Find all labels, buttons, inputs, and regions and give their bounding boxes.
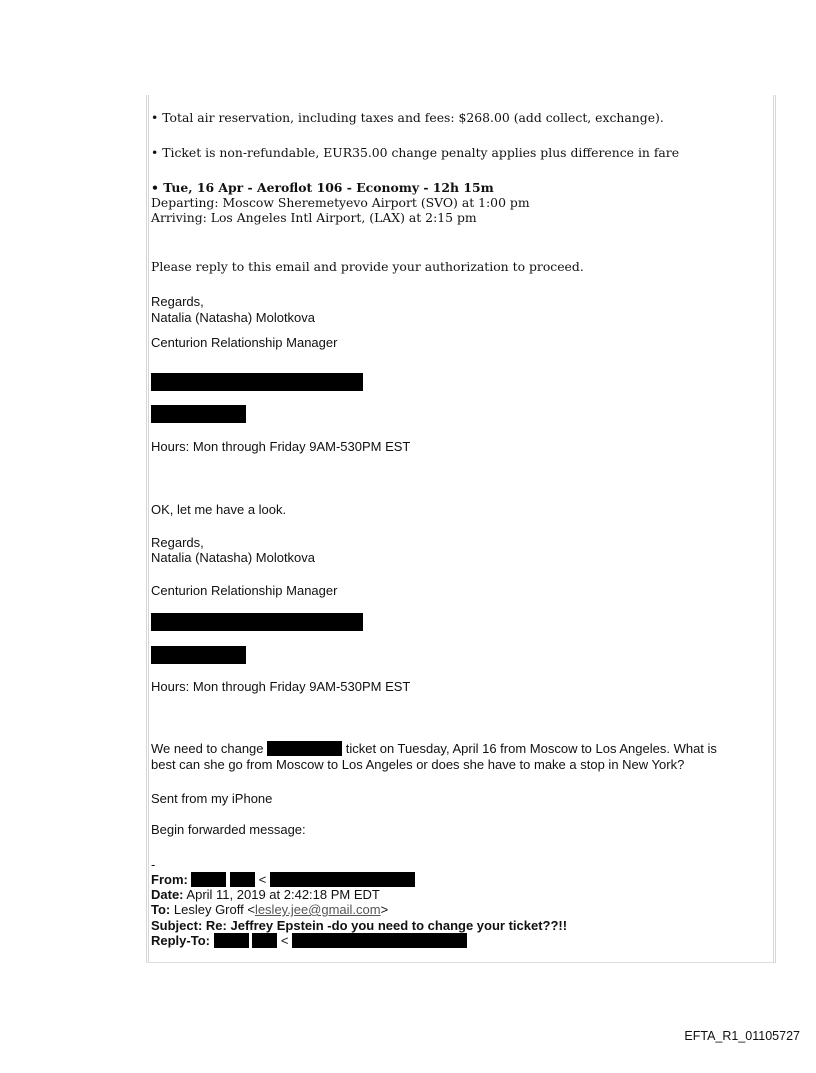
message-line: [151, 741, 717, 757]
redaction: [151, 373, 363, 391]
redaction: [267, 741, 342, 756]
to-name: Lesley Groff <: [173, 902, 255, 917]
redaction: [151, 613, 363, 631]
date-value: April 11, 2019 at 2:42:18 PM EDT: [186, 887, 380, 902]
message-text: OK, let me have a look.: [151, 502, 287, 517]
redaction: [252, 933, 277, 948]
signature-title: Centurion Relationship Manager: [151, 335, 338, 350]
text: We need to change: [151, 741, 264, 756]
redaction: [230, 872, 255, 887]
bullet-refund: • Ticket is non-refundable, EUR35.00 change penalty applies plus difference in fare: [151, 145, 680, 160]
dash: -: [151, 857, 156, 872]
forwarded-label: Begin forwarded message:: [151, 822, 306, 837]
subject-label: Subject:: [151, 918, 203, 933]
to-line: [151, 902, 388, 918]
hours: Hours: Mon through Friday 9AM-530PM EST: [151, 439, 411, 454]
hours: Hours: Mon through Friday 9AM-530PM EST: [151, 679, 411, 694]
redaction: [292, 933, 467, 948]
arriving: Arriving: Los Angeles Intl Airport, (LAX) at 2:15 pm: [151, 210, 477, 225]
departing: Departing: Moscow Sheremetyevo Airport (SVO) at 1:00 pm: [151, 195, 530, 210]
signature-name: Natalia (Natasha) Molotkova: [151, 550, 316, 565]
subject-value: Re: Jeffrey Epstein -do you need to change your ticket??!!: [205, 918, 568, 933]
from-label: From:: [151, 872, 188, 887]
regards: Regards,: [151, 535, 204, 550]
reply-request: Please reply to this email and provide your authorization to proceed.: [151, 259, 584, 274]
redaction: [270, 872, 415, 887]
regards: Regards,: [151, 294, 204, 309]
from-line: From: <: [151, 872, 415, 888]
sent-from: Sent from my iPhone: [151, 791, 273, 806]
text: ticket on Tuesday, April 16 from Moscow to Los Angeles. What is: [345, 741, 717, 756]
signature-title: Centurion Relationship Manager: [151, 583, 338, 598]
date-line: [151, 887, 380, 903]
bullet-total: • Total air reservation, including taxes and fees: $268.00 (add collect, exchange).: [151, 110, 664, 125]
redaction: [151, 646, 246, 664]
flight-summary: • Tue, 16 Apr - Aeroflot 106 - Economy - 12h 15m: [151, 180, 494, 195]
redaction: [214, 933, 249, 948]
redaction: [151, 405, 246, 423]
to-email-link[interactable]: lesley.jee@gmail.com: [254, 902, 381, 917]
redaction: [191, 872, 226, 887]
replyto-line: Reply-To: <: [151, 933, 467, 949]
to-end: >: [380, 902, 389, 917]
replyto-label: Reply-To:: [151, 933, 210, 948]
to-label: To:: [151, 902, 171, 917]
subject-line: [151, 918, 567, 934]
message-line: best can she go from Moscow to Los Angeles or does she have to make a stop in New York?: [151, 757, 685, 772]
signature-name: Natalia (Natasha) Molotkova: [151, 310, 316, 325]
date-label: Date:: [151, 887, 184, 902]
document-id: EFTA_R1_01105727: [684, 1029, 800, 1043]
